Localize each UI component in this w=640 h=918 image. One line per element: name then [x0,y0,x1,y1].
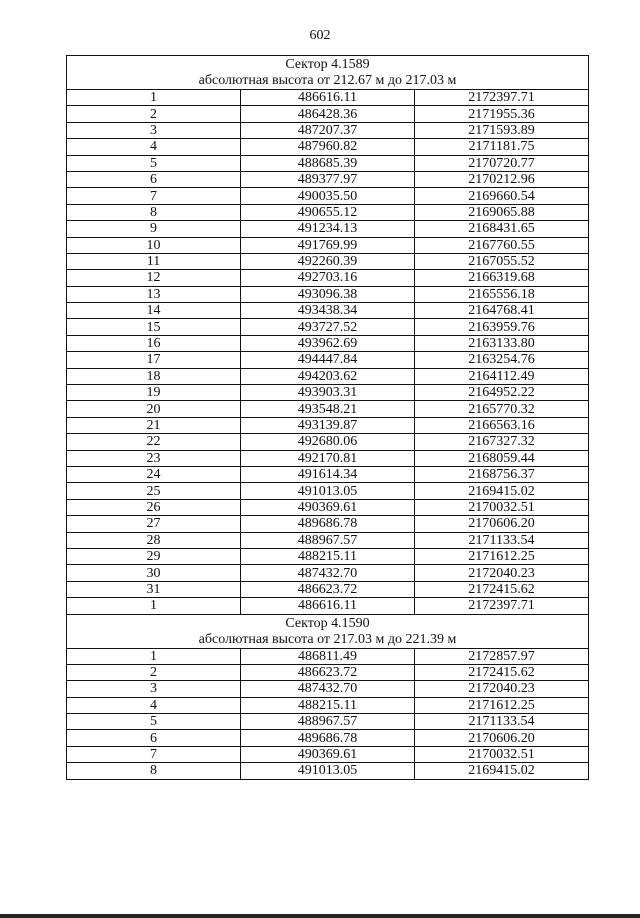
table-row [67,237,589,253]
point-number-cell: 6 [67,171,241,187]
y-coordinate-cell: 2171133.54 [415,714,589,730]
section-header-row [67,56,589,90]
y-coordinate-cell: 2169415.02 [415,763,589,779]
point-number-cell: 8 [67,204,241,220]
table-row [67,681,589,697]
y-coordinate-cell: 2164952.22 [415,385,589,401]
point-number-cell: 13 [67,286,241,302]
table-row [67,417,589,433]
table-row [67,221,589,237]
point-number-cell: 4 [67,139,241,155]
table-row [67,352,589,368]
table-row [67,368,589,384]
table-row [67,516,589,532]
y-coordinate-cell: 2169415.02 [415,483,589,499]
table-row [67,122,589,138]
point-number-cell: 2 [67,106,241,122]
x-coordinate-cell: 490655.12 [241,204,415,220]
section-subtitle: абсолютная высота от 217.03 м до 221.39 м [198,631,457,647]
y-coordinate-cell: 2163254.76 [415,352,589,368]
x-coordinate-cell: 493096.38 [241,286,415,302]
point-number-cell: 1 [67,598,241,614]
x-coordinate-cell: 491614.34 [241,466,415,482]
page-number: 602 [309,28,331,43]
point-number-cell: 27 [67,516,241,532]
x-coordinate-cell: 487960.82 [241,139,415,155]
coordinates-table-wrapper [66,55,589,780]
table-row [67,548,589,564]
table-row [67,499,589,515]
point-number-cell: 22 [67,434,241,450]
x-coordinate-cell: 493438.34 [241,303,415,319]
table-row [67,171,589,187]
section-header-row [67,614,589,648]
table-row [67,466,589,482]
x-coordinate-cell: 488967.57 [241,714,415,730]
point-number-cell: 23 [67,450,241,466]
y-coordinate-cell: 2169065.88 [415,204,589,220]
y-coordinate-cell: 2172857.97 [415,648,589,664]
table-row [67,253,589,269]
y-coordinate-cell: 2166319.68 [415,270,589,286]
x-coordinate-cell: 486811.49 [241,648,415,664]
point-number-cell: 10 [67,237,241,253]
section-header [67,56,589,90]
x-coordinate-cell: 492260.39 [241,253,415,269]
y-coordinate-cell: 2171133.54 [415,532,589,548]
x-coordinate-cell: 489377.97 [241,171,415,187]
point-number-cell: 17 [67,352,241,368]
table-row [67,401,589,417]
y-coordinate-cell: 2171612.25 [415,548,589,564]
table-row [67,763,589,779]
point-number-cell: 26 [67,499,241,515]
y-coordinate-cell: 2170606.20 [415,516,589,532]
x-coordinate-cell: 491013.05 [241,763,415,779]
point-number-cell: 4 [67,697,241,713]
y-coordinate-cell: 2172397.71 [415,598,589,614]
point-number-cell: 12 [67,270,241,286]
point-number-cell: 5 [67,714,241,730]
y-coordinate-cell: 2163133.80 [415,335,589,351]
x-coordinate-cell: 493727.52 [241,319,415,335]
y-coordinate-cell: 2170720.77 [415,155,589,171]
point-number-cell: 16 [67,335,241,351]
point-number-cell: 11 [67,253,241,269]
table-row [67,648,589,664]
x-coordinate-cell: 494447.84 [241,352,415,368]
point-number-cell: 20 [67,401,241,417]
y-coordinate-cell: 2168059.44 [415,450,589,466]
x-coordinate-cell: 487432.70 [241,565,415,581]
y-coordinate-cell: 2171593.89 [415,122,589,138]
table-row [67,565,589,581]
y-coordinate-cell: 2165770.32 [415,401,589,417]
point-number-cell: 1 [67,90,241,106]
x-coordinate-cell: 493962.69 [241,335,415,351]
x-coordinate-cell: 493903.31 [241,385,415,401]
y-coordinate-cell: 2170032.51 [415,746,589,762]
table-row [67,532,589,548]
point-number-cell: 7 [67,746,241,762]
x-coordinate-cell: 490369.61 [241,499,415,515]
table-row [67,385,589,401]
point-number-cell: 15 [67,319,241,335]
table-row [67,483,589,499]
x-coordinate-cell: 488215.11 [241,548,415,564]
table-row [67,270,589,286]
coordinates-table-body [67,56,589,780]
section-subtitle: абсолютная высота от 212.67 м до 217.03 м [198,73,457,88]
table-row [67,335,589,351]
x-coordinate-cell: 492680.06 [241,434,415,450]
table-row [67,730,589,746]
y-coordinate-cell: 2168431.65 [415,221,589,237]
point-number-cell: 30 [67,565,241,581]
table-row [67,319,589,335]
table-row [67,90,589,106]
y-coordinate-cell: 2168756.37 [415,466,589,482]
x-coordinate-cell: 494203.62 [241,368,415,384]
y-coordinate-cell: 2165556.18 [415,286,589,302]
y-coordinate-cell: 2171181.75 [415,139,589,155]
section-title: Сектор 4.1589 [285,57,370,72]
y-coordinate-cell: 2164768.41 [415,303,589,319]
section-title: Сектор 4.1590 [285,615,370,631]
point-number-cell: 3 [67,681,241,697]
table-row [67,155,589,171]
point-number-cell: 7 [67,188,241,204]
point-number-cell: 24 [67,466,241,482]
point-number-cell: 8 [67,763,241,779]
point-number-cell: 9 [67,221,241,237]
section-header [67,614,589,648]
y-coordinate-cell: 2172040.23 [415,565,589,581]
table-row [67,746,589,762]
x-coordinate-cell: 486623.72 [241,664,415,680]
table-row [67,714,589,730]
x-coordinate-cell: 491234.13 [241,221,415,237]
x-coordinate-cell: 488685.39 [241,155,415,171]
table-row [67,106,589,122]
x-coordinate-cell: 486428.36 [241,106,415,122]
table-row [67,581,589,597]
table-row [67,188,589,204]
y-coordinate-cell: 2167760.55 [415,237,589,253]
x-coordinate-cell: 493548.21 [241,401,415,417]
point-number-cell: 5 [67,155,241,171]
x-coordinate-cell: 492170.81 [241,450,415,466]
x-coordinate-cell: 491769.99 [241,237,415,253]
point-number-cell: 14 [67,303,241,319]
y-coordinate-cell: 2172415.62 [415,664,589,680]
table-row [67,697,589,713]
point-number-cell: 18 [67,368,241,384]
x-coordinate-cell: 487432.70 [241,681,415,697]
y-coordinate-cell: 2170212.96 [415,171,589,187]
point-number-cell: 1 [67,648,241,664]
point-number-cell: 3 [67,122,241,138]
point-number-cell: 21 [67,417,241,433]
x-coordinate-cell: 490369.61 [241,746,415,762]
y-coordinate-cell: 2170032.51 [415,499,589,515]
table-row [67,664,589,680]
x-coordinate-cell: 492703.16 [241,270,415,286]
y-coordinate-cell: 2167327.32 [415,434,589,450]
y-coordinate-cell: 2171612.25 [415,697,589,713]
x-coordinate-cell: 493139.87 [241,417,415,433]
table-row [67,434,589,450]
y-coordinate-cell: 2172397.71 [415,90,589,106]
table-row [67,286,589,302]
point-number-cell: 29 [67,548,241,564]
x-coordinate-cell: 489686.78 [241,730,415,746]
x-coordinate-cell: 489686.78 [241,516,415,532]
point-number-cell: 31 [67,581,241,597]
x-coordinate-cell: 491013.05 [241,483,415,499]
y-coordinate-cell: 2172415.62 [415,581,589,597]
x-coordinate-cell: 487207.37 [241,122,415,138]
page-bottom-rule [0,914,640,918]
y-coordinate-cell: 2163959.76 [415,319,589,335]
point-number-cell: 19 [67,385,241,401]
x-coordinate-cell: 486616.11 [241,598,415,614]
y-coordinate-cell: 2172040.23 [415,681,589,697]
x-coordinate-cell: 486623.72 [241,581,415,597]
y-coordinate-cell: 2171955.36 [415,106,589,122]
y-coordinate-cell: 2164112.49 [415,368,589,384]
table-row [67,598,589,614]
table-row [67,303,589,319]
point-number-cell: 6 [67,730,241,746]
y-coordinate-cell: 2170606.20 [415,730,589,746]
x-coordinate-cell: 488967.57 [241,532,415,548]
x-coordinate-cell: 490035.50 [241,188,415,204]
x-coordinate-cell: 488215.11 [241,697,415,713]
y-coordinate-cell: 2169660.54 [415,188,589,204]
y-coordinate-cell: 2166563.16 [415,417,589,433]
table-row [67,450,589,466]
coordinates-table [66,55,589,780]
table-row [67,204,589,220]
point-number-cell: 25 [67,483,241,499]
y-coordinate-cell: 2167055.52 [415,253,589,269]
table-row [67,139,589,155]
point-number-cell: 2 [67,664,241,680]
point-number-cell: 28 [67,532,241,548]
x-coordinate-cell: 486616.11 [241,90,415,106]
